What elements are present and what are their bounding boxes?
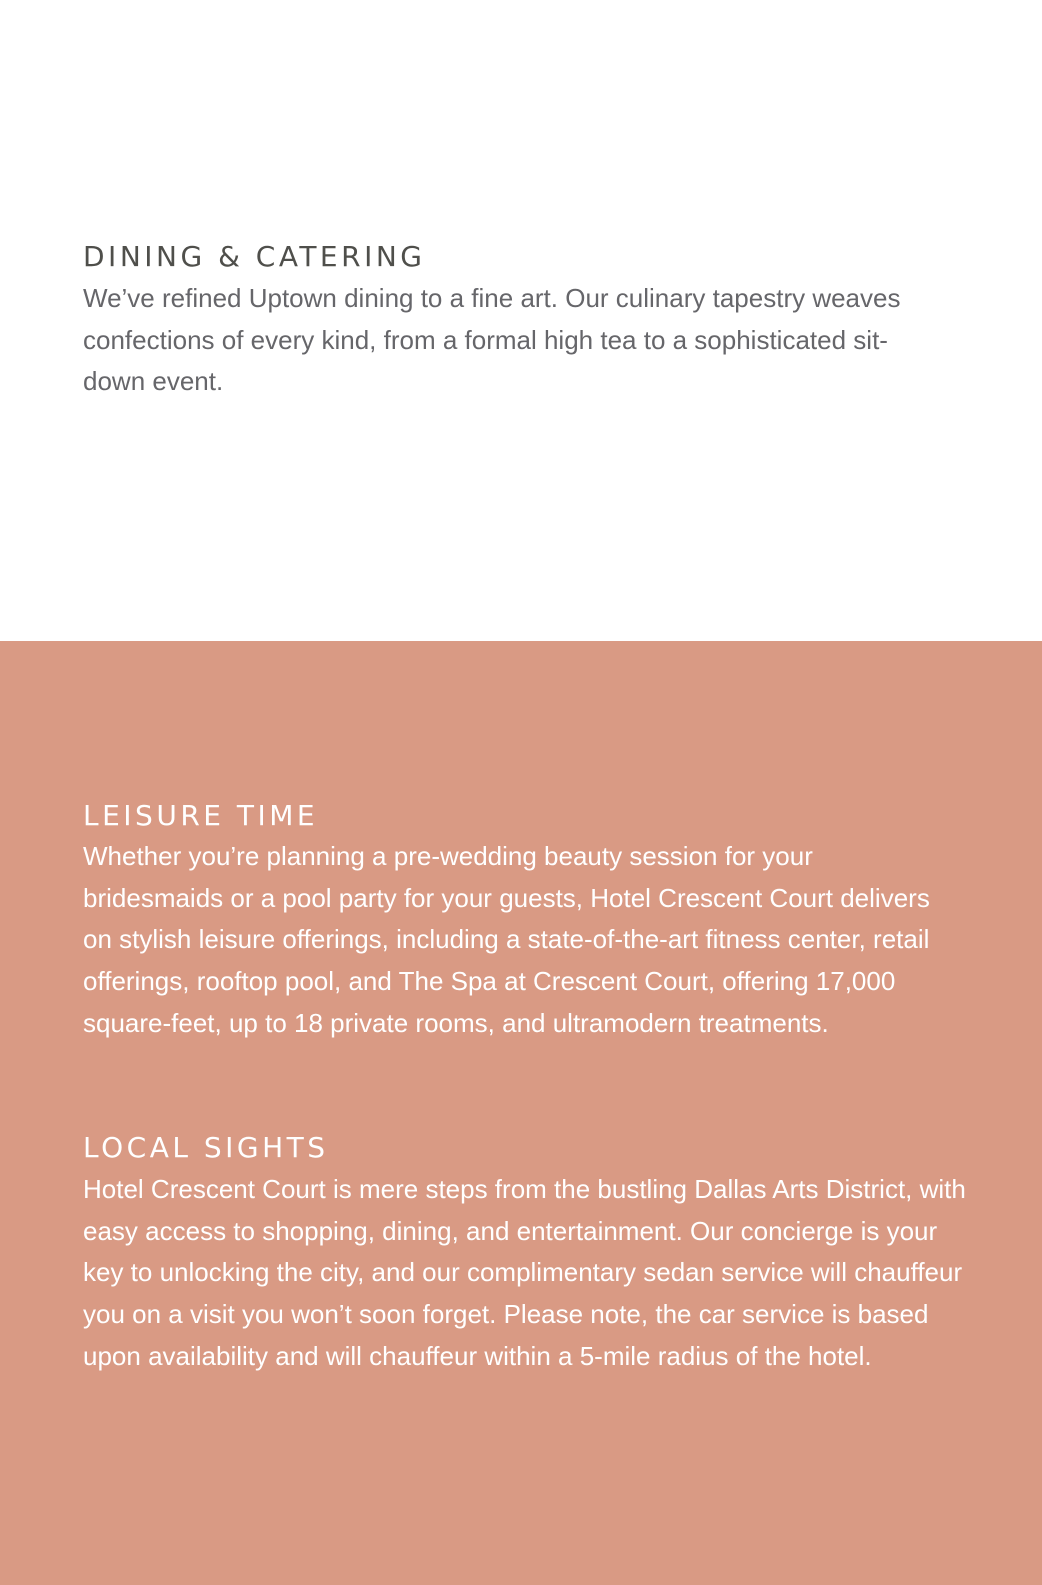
dining-body: We’ve refined Uptown dining to a fine art. Our culinary tapestry weaves confections of every kind, from a formal high tea to a sophisticated sit-down event. xyxy=(83,283,901,397)
local-sights-body: Hotel Crescent Court is mere steps from the bustling Dallas Arts District, with easy access to shopping, dining, and entertainment. Our concierge is your key to unlocking the city, and our complimentary sedan service will chauffeur you on a visit you won’t soon forget. Please note, the car service is based upon availability and will chauffeur within a 5-mile radius of the hotel. xyxy=(83,1174,966,1371)
leisure-heading: LEISURE TIME xyxy=(83,799,319,832)
dining-section xyxy=(0,0,1042,641)
leisure-body: Whether you’re planning a pre-wedding beauty session for your bridesmaids or a pool party for your guests, Hotel Crescent Court delivers on stylish leisure offerings, including a state-of-the-art fitness center, retail offerings, rooftop pool, and The Spa at Crescent Court, offering 17,000 square-feet, up to 18 private rooms, and ultramodern treatments. xyxy=(83,841,930,1038)
amenities-section xyxy=(0,641,1042,1585)
local-sights-heading: LOCAL SIGHTS xyxy=(83,1131,329,1164)
dining-heading: DINING & CATERING xyxy=(83,240,426,273)
